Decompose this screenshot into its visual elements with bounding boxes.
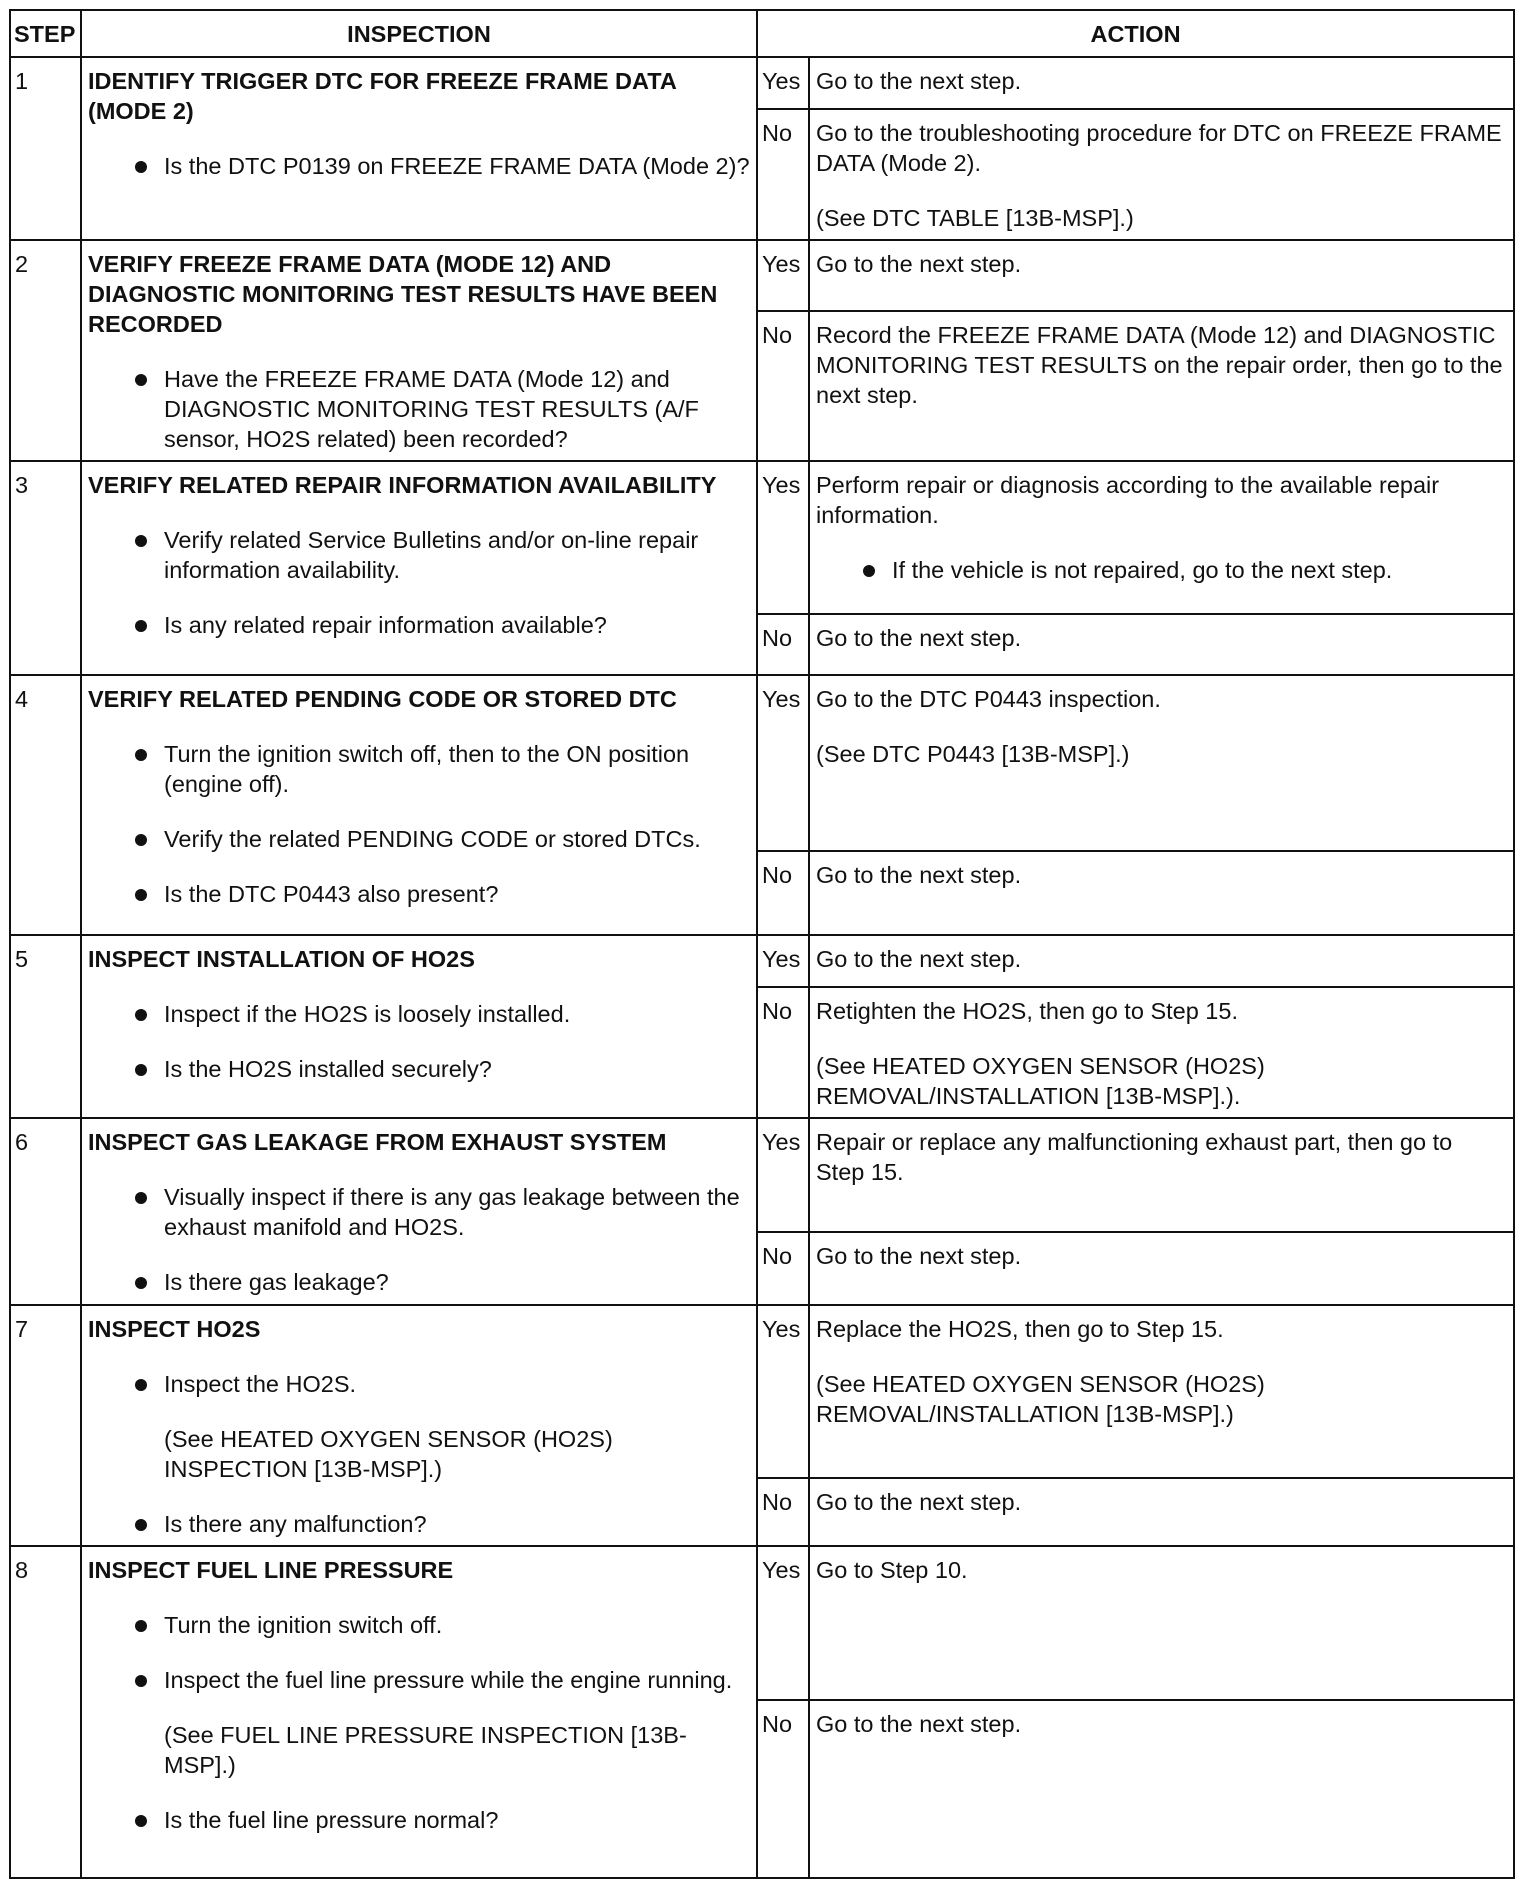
table-row <box>10 1305 1514 1478</box>
table-row <box>10 935 1514 987</box>
step-number: 4 <box>10 675 81 935</box>
inspection-title: VERIFY RELATED REPAIR INFORMATION AVAILABILITY <box>88 472 717 498</box>
no-action-cell <box>809 987 1514 1118</box>
action-text: Go to Step 10. <box>816 1557 968 1583</box>
action-text: Go to the next step. <box>816 1243 1022 1269</box>
no-label: No <box>757 851 809 935</box>
step-number: 3 <box>10 461 81 675</box>
table-row <box>10 461 1514 614</box>
no-action-cell <box>809 851 1514 935</box>
table-body <box>10 57 1514 1878</box>
action-text: Go to the next step. <box>816 1489 1022 1516</box>
yes-label: Yes <box>757 57 809 109</box>
no-action-cell <box>809 109 1514 240</box>
inspection-bullet-item: Is any related repair information available? <box>88 610 750 640</box>
action-text: (See HEATED OXYGEN SENSOR (HO2S) REMOVAL/INSTALLATION [13B-MSP].). <box>816 1053 1265 1109</box>
inspection-bullet-item: Have the FREEZE FRAME DATA (Mode 12) and DIAGNOSTIC MONITORING TEST RESULTS (A/F sensor, HO2S related) been recorded? <box>88 364 750 454</box>
yes-label: Yes <box>757 461 809 614</box>
action-text: Go to the next step. <box>816 1711 1022 1737</box>
no-action-cell <box>809 1700 1514 1878</box>
no-label: No <box>757 109 809 240</box>
no-label: No <box>757 311 809 461</box>
action-text: Replace the HO2S, then go to Step 15. <box>816 1316 1224 1342</box>
inspection-bullet-item: Turn the ignition switch off, then to the ON position (engine off). <box>88 739 750 799</box>
yes-label: Yes <box>757 675 809 851</box>
no-action-cell <box>809 311 1514 461</box>
action-text: Go to the next step. <box>816 625 1022 651</box>
inspection-reference-note: (See FUEL LINE PRESSURE INSPECTION [13B-MSP].) <box>164 1722 687 1778</box>
inspection-cell <box>81 57 757 240</box>
inspection-bullet-item: Verify the related PENDING CODE or stored DTCs. <box>88 824 750 854</box>
inspection-bullet-item: Is the fuel line pressure normal? <box>88 1805 750 1835</box>
table-row <box>10 675 1514 851</box>
inspection-cell <box>81 675 757 935</box>
action-text: (See DTC TABLE [13B-MSP].) <box>816 205 1134 231</box>
yes-action-cell <box>809 57 1514 109</box>
table-row <box>10 240 1514 311</box>
inspection-title: IDENTIFY TRIGGER DTC FOR FREEZE FRAME DATA (MODE 2) <box>88 68 676 124</box>
inspection-cell <box>81 1546 757 1878</box>
yes-label: Yes <box>757 1118 809 1232</box>
yes-action-cell <box>809 240 1514 311</box>
yes-action-cell <box>809 1118 1514 1232</box>
no-label: No <box>757 1232 809 1305</box>
yes-label: Yes <box>757 935 809 987</box>
yes-action-cell <box>809 1546 1514 1700</box>
yes-label: Yes <box>757 240 809 311</box>
inspection-bullet-item: Verify related Service Bulletins and/or on-line repair information availability. <box>88 525 750 585</box>
yes-label: Yes <box>757 1305 809 1478</box>
action-text: Record the FREEZE FRAME DATA (Mode 12) and DIAGNOSTIC MONITORING TEST RESULTS on the repair order, then go to the next step. <box>816 322 1503 409</box>
inspection-bullet-item: Inspect the fuel line pressure while the engine running. <box>88 1665 750 1695</box>
action-text: (See DTC P0443 [13B-MSP].) <box>816 741 1130 767</box>
table-row <box>10 1118 1514 1232</box>
inspection-title: INSPECT FUEL LINE PRESSURE <box>88 1557 454 1583</box>
inspection-item-list <box>88 739 750 909</box>
action-text: (See HEATED OXYGEN SENSOR (HO2S) REMOVAL/INSTALLATION [13B-MSP].) <box>816 1371 1265 1427</box>
action-text: Repair or replace any malfunctioning exhaust part, then go to Step 15. <box>816 1129 1453 1185</box>
inspection-item-list <box>88 364 750 454</box>
inspection-bullet-item: Inspect the HO2S. <box>88 1369 750 1399</box>
action-text: Go to the next step. <box>816 68 1022 94</box>
inspection-title: INSPECT INSTALLATION OF HO2S <box>88 946 475 972</box>
yes-label: Yes <box>757 1546 809 1700</box>
no-label: No <box>757 614 809 675</box>
no-action-cell <box>809 614 1514 675</box>
diagnostic-procedure-table <box>9 9 1515 1879</box>
step-number: 6 <box>10 1118 81 1305</box>
inspection-item-list <box>88 1610 750 1835</box>
header-action: ACTION <box>757 10 1514 57</box>
inspection-item-list <box>88 999 750 1084</box>
action-text: Go to the next step. <box>816 251 1022 277</box>
no-action-cell <box>809 1478 1514 1546</box>
action-text: Go to the troubleshooting procedure for DTC on FREEZE FRAME DATA (Mode 2). <box>816 120 1502 176</box>
step-number: 2 <box>10 240 81 461</box>
action-text: Retighten the HO2S, then go to Step 15. <box>816 998 1238 1024</box>
header-inspection: INSPECTION <box>81 10 757 57</box>
action-text: Go to the next step. <box>816 946 1022 972</box>
inspection-bullet-item: Is the HO2S installed securely? <box>88 1054 750 1084</box>
table-row <box>10 1546 1514 1700</box>
inspection-bullet-item: Is there gas leakage? <box>88 1267 750 1297</box>
inspection-bullet-item: Inspect if the HO2S is loosely installed. <box>88 999 750 1029</box>
yes-action-cell <box>809 935 1514 987</box>
action-text: Go to the DTC P0443 inspection. <box>816 686 1161 712</box>
inspection-bullet-item: Turn the ignition switch off. <box>88 1610 750 1640</box>
yes-action-cell <box>809 1305 1514 1478</box>
inspection-reference-note: (See HEATED OXYGEN SENSOR (HO2S) INSPECTION [13B-MSP].) <box>164 1426 613 1482</box>
header-step: STEP <box>10 10 81 57</box>
yes-action-cell <box>809 461 1514 614</box>
table-header-row <box>10 10 1514 57</box>
action-bullet-item: If the vehicle is not repaired, go to the next step. <box>816 555 1507 585</box>
inspection-bullet-item: Is the DTC P0443 also present? <box>88 879 750 909</box>
step-number: 5 <box>10 935 81 1118</box>
no-label: No <box>757 1700 809 1878</box>
no-label: No <box>757 987 809 1118</box>
inspection-item-list <box>88 525 750 640</box>
action-text: Go to the next step. <box>816 862 1022 888</box>
inspection-title: INSPECT GAS LEAKAGE FROM EXHAUST SYSTEM <box>88 1129 667 1155</box>
inspection-bullet-item: Visually inspect if there is any gas leakage between the exhaust manifold and HO2S. <box>88 1182 750 1242</box>
table-row <box>10 57 1514 109</box>
inspection-cell <box>81 461 757 675</box>
inspection-cell <box>81 240 757 461</box>
inspection-bullet-item: Is there any malfunction? <box>88 1509 750 1539</box>
no-label: No <box>757 1478 809 1546</box>
step-number: 1 <box>10 57 81 240</box>
inspection-title: VERIFY FREEZE FRAME DATA (MODE 12) AND DIAGNOSTIC MONITORING TEST RESULTS HAVE BEEN RECORDED <box>88 251 718 337</box>
inspection-cell <box>81 1118 757 1305</box>
action-text: Perform repair or diagnosis according to the available repair information. <box>816 472 1440 528</box>
inspection-cell <box>81 935 757 1118</box>
no-action-cell <box>809 1232 1514 1305</box>
inspection-title: INSPECT HO2S <box>88 1316 261 1342</box>
yes-action-cell <box>809 675 1514 851</box>
inspection-item-list <box>88 1369 750 1539</box>
inspection-title: VERIFY RELATED PENDING CODE OR STORED DTC <box>88 686 677 712</box>
inspection-item-list <box>88 1182 750 1297</box>
inspection-bullet-item: Is the DTC P0139 on FREEZE FRAME DATA (Mode 2)? <box>88 151 750 181</box>
inspection-item-list <box>88 151 750 181</box>
step-number: 7 <box>10 1305 81 1546</box>
inspection-cell <box>81 1305 757 1546</box>
step-number: 8 <box>10 1546 81 1878</box>
